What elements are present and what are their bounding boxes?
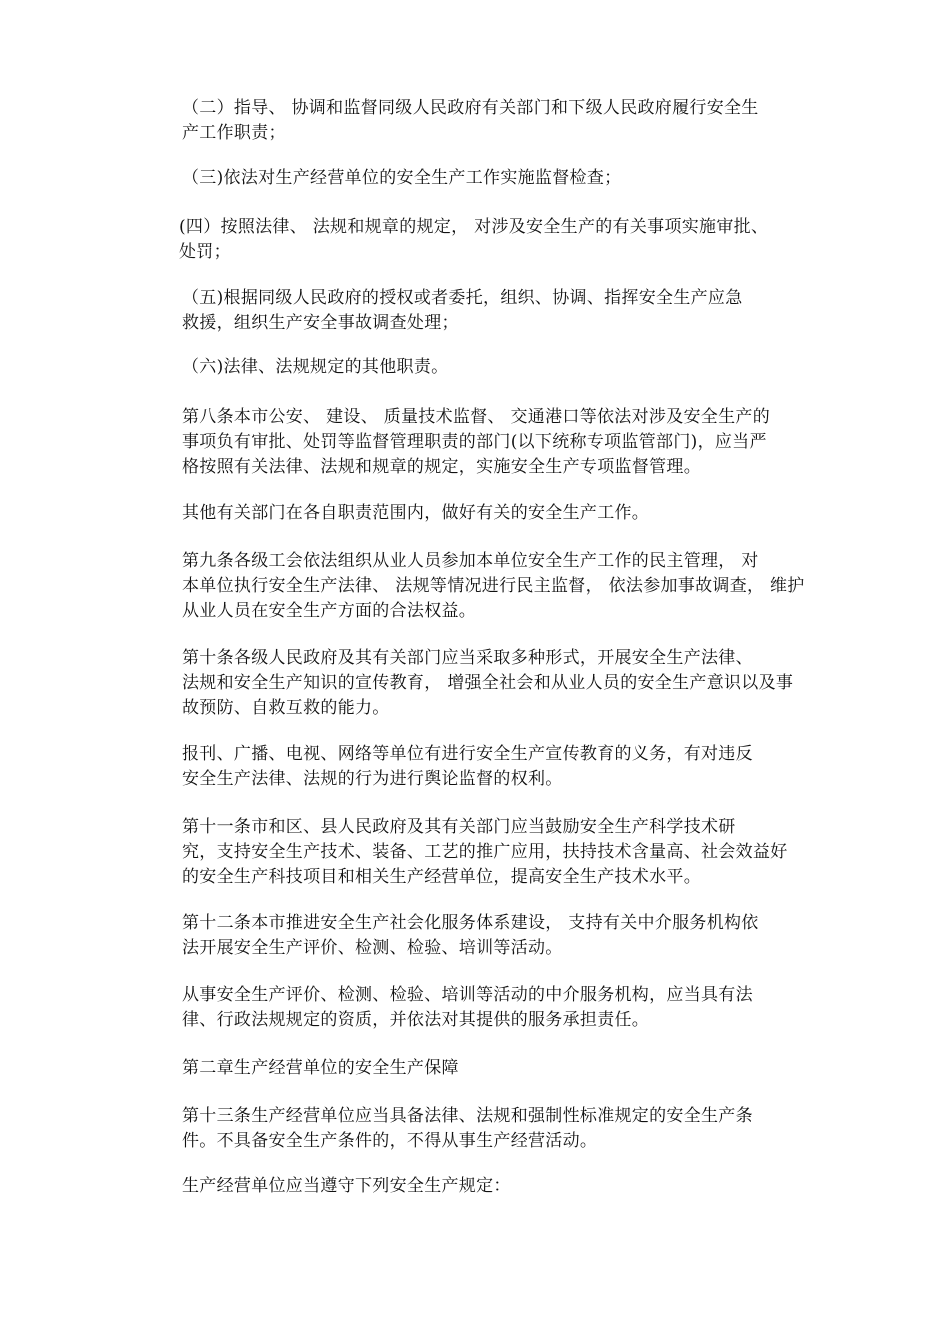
- paragraph-article-11: [145, 815, 813, 890]
- paragraph-line: 第十二条本市推进安全生产社会化服务体系建设， 支持有关中介服务机构依: [182, 913, 759, 933]
- paragraph-line: 格按照有关法律、法规和规章的规定，实施安全生产专项监督管理。: [182, 457, 701, 477]
- paragraph-line: 第十一条市和区、县人民政府及其有关部门应当鼓励安全生产科学技术研: [182, 817, 736, 837]
- paragraph-line: 救援，组织生产安全事故调查处理；: [182, 313, 459, 333]
- paragraph-line: 从事安全生产评价、检测、检验、培训等活动的中介服务机构，应当具有法: [182, 985, 753, 1005]
- paragraph-line: 生产经营单位应当遵守下列安全生产规定：: [182, 1176, 511, 1196]
- paragraph-line: 事项负有审批、处罚等监督管理职责的部门(以下统称专项监管部门)，应当严: [182, 432, 767, 452]
- paragraph-item-2-duties: [145, 96, 813, 146]
- paragraph-line: 第八条本市公安、 建设、 质量技术监督、 交通港口等依法对涉及安全生产的: [182, 407, 771, 427]
- paragraph-article-10: [145, 646, 813, 721]
- paragraph-other-departments: [145, 501, 813, 526]
- paragraph-line: 其他有关部门在各自职责范围内，做好有关的安全生产工作。: [182, 503, 650, 523]
- paragraph-item-5-emergency: [145, 286, 813, 336]
- paragraph-item-6-other: [145, 355, 813, 380]
- paragraph-article-12: [145, 911, 813, 961]
- paragraph-item-3-supervision: [145, 166, 813, 191]
- paragraph-item-4-approval: [145, 215, 813, 265]
- paragraph-line: 安全生产法律、法规的行为进行舆论监督的权利。: [182, 769, 563, 789]
- paragraph-line: 处罚；: [179, 242, 231, 262]
- paragraph-line: 律、行政法规规定的资质，并依法对其提供的服务承担责任。: [182, 1010, 650, 1030]
- paragraph-service-agencies: [145, 983, 813, 1033]
- paragraph-line: 究，支持安全生产技术、装备、工艺的推广应用，扶持技术含量高、社会效益好: [182, 842, 788, 862]
- paragraph-line: （二）指导、 协调和监督同级人民政府有关部门和下级人民政府履行安全生: [182, 98, 759, 118]
- paragraph-line: （六)法律、法规规定的其他职责。: [182, 357, 449, 377]
- paragraph-line: 第十条各级人民政府及其有关部门应当采取多种形式，开展安全生产法律、: [182, 648, 753, 668]
- paragraph-line: 报刊、广播、电视、网络等单位有进行安全生产宣传教育的义务，有对违反: [182, 744, 753, 764]
- paragraph-line: （五)根据同级人民政府的授权或者委托，组织、协调、指挥安全生产应急: [182, 288, 743, 308]
- chapter-heading: [145, 1056, 813, 1081]
- paragraph-line: 法规和安全生产知识的宣传教育， 增强全社会和从业人员的安全生产意识以及事: [182, 673, 794, 693]
- paragraph-article-8: [145, 405, 813, 480]
- paragraph-line: 从业人员在安全生产方面的合法权益。: [182, 601, 477, 621]
- paragraph-line: 件。不具备安全生产条件的，不得从事生产经营活动。: [182, 1131, 598, 1151]
- paragraph-line: （三)依法对生产经营单位的安全生产工作实施监督检查；: [182, 168, 622, 188]
- paragraph-line: 产工作职责；: [182, 123, 286, 143]
- paragraph-article-13: [145, 1104, 813, 1154]
- paragraph-article-9: [145, 549, 813, 624]
- paragraph-line: (四）按照法律、 法规和规章的规定， 对涉及安全生产的有关事项实施审批、: [179, 217, 769, 237]
- paragraph-rules-intro: [145, 1174, 813, 1199]
- paragraph-line: 法开展安全生产评价、检测、检验、培训等活动。: [182, 938, 563, 958]
- paragraph-media-duty: [145, 742, 813, 792]
- paragraph-line: 的安全生产科技项目和相关生产经营单位，提高安全生产技术水平。: [182, 867, 701, 887]
- paragraph-line: 本单位执行安全生产法律、 法规等情况进行民主监督， 依法参加事故调查， 维护: [182, 576, 805, 596]
- paragraph-line: 故预防、自救互救的能力。: [182, 698, 390, 718]
- paragraph-line: 第二章生产经营单位的安全生产保障: [182, 1058, 459, 1078]
- paragraph-line: 第九条各级工会依法组织从业人员参加本单位安全生产工作的民主管理， 对: [182, 551, 759, 571]
- paragraph-line: 第十三条生产经营单位应当具备法律、法规和强制性标准规定的安全生产条: [182, 1106, 753, 1126]
